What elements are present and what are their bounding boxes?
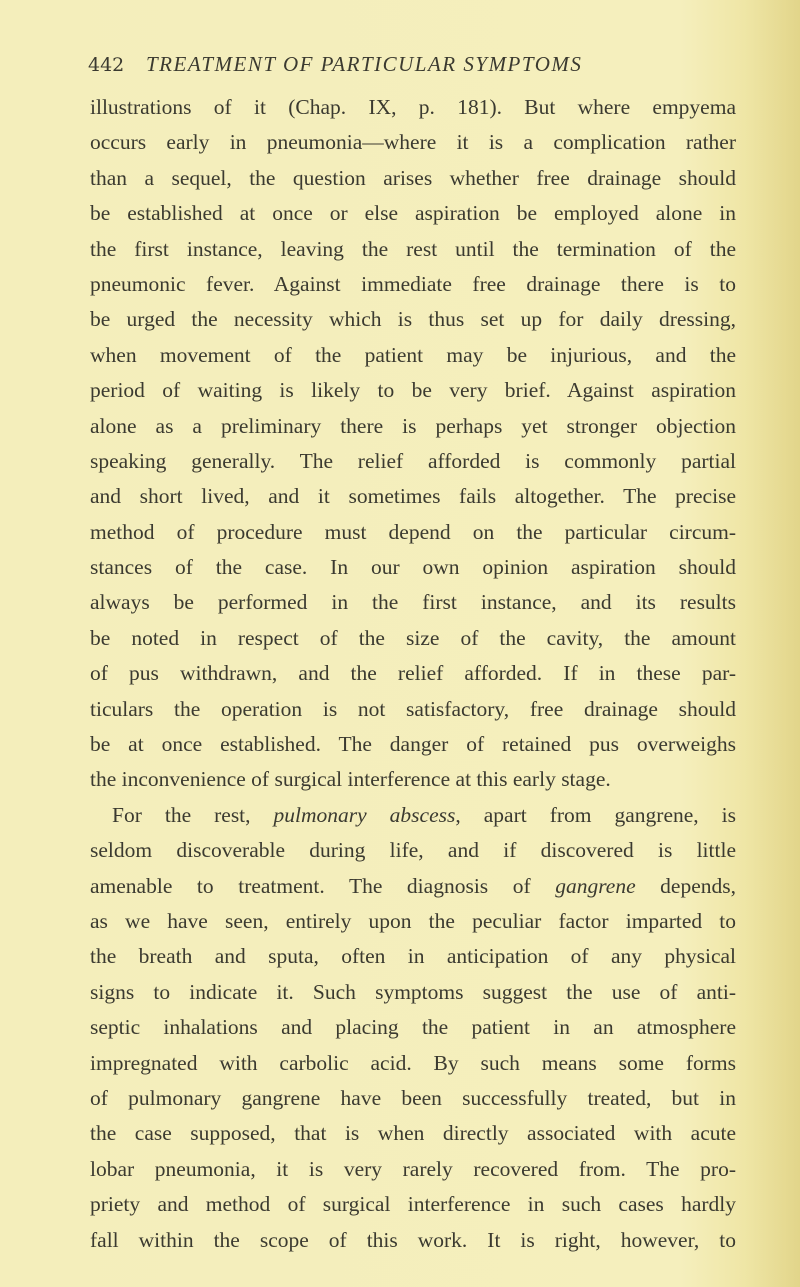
text-line xyxy=(90,409,736,444)
text-line xyxy=(90,585,736,620)
text-span: the case supposed, that is when directly associated with acute xyxy=(90,1121,736,1146)
text-span: of pulmonary gangrene have been successfully treated, but in xyxy=(90,1085,736,1110)
italic-term: gangrene xyxy=(555,873,636,898)
text-span: than a sequel, the question arises whether free drainage should xyxy=(90,165,736,190)
text-line xyxy=(90,727,736,762)
text-span: when movement of the patient may be injurious, and the xyxy=(90,342,736,367)
italic-term: pulmonary abscess xyxy=(273,802,456,827)
text-line xyxy=(90,1046,736,1081)
text-span: the inconvenience of surgical interference at this early stage. xyxy=(90,767,611,792)
text-line xyxy=(90,656,736,691)
text-span: always be performed in the first instance, and its results xyxy=(90,590,736,615)
text-line xyxy=(90,1116,736,1151)
text-line xyxy=(90,1010,736,1045)
text-span: occurs early in pneumonia—where it is a complication rather xyxy=(90,130,736,155)
text-line xyxy=(90,904,736,939)
text-line xyxy=(90,90,736,125)
text-span: signs to indicate it. Such symptoms suggest the use of anti- xyxy=(90,979,736,1004)
body-text xyxy=(90,90,736,1258)
text-line xyxy=(90,621,736,656)
text-span: and short lived, and it sometimes fails altogether. The precise xyxy=(90,484,736,509)
text-line xyxy=(90,975,736,1010)
text-line xyxy=(90,338,736,373)
text-span: septic inhalations and placing the patient in an atmosphere xyxy=(90,1015,736,1040)
text-line xyxy=(90,479,736,514)
text-line xyxy=(90,762,736,797)
text-span: impregnated with carbolic acid. By such means some forms xyxy=(90,1050,736,1075)
text-span: alone as a preliminary there is perhaps yet stronger objection xyxy=(90,413,736,438)
text-line xyxy=(90,869,736,904)
text-span: illustrations of it (Chap. IX, p. 181). But where empyema xyxy=(90,95,736,119)
text-span: be at once established. The danger of retained pus overweighs xyxy=(90,732,736,757)
text-span: pneumonic fever. Against immediate free drainage there is to xyxy=(90,271,736,296)
running-header xyxy=(88,52,748,82)
text-span: period of waiting is likely to be very brief. Against aspiration xyxy=(90,378,736,403)
page-number: 442 xyxy=(88,54,125,76)
running-title: TREATMENT OF PARTICULAR SYMPTOMS xyxy=(146,52,583,76)
text-line xyxy=(90,302,736,337)
text-line xyxy=(90,267,736,302)
text-line xyxy=(90,833,736,868)
text-span: fall within the scope of this work. It is right, however, to xyxy=(90,1227,736,1252)
text-line xyxy=(90,373,736,408)
text-span: stances of the case. In our own opinion aspiration should xyxy=(90,555,736,580)
text-span: speaking generally. The relief afforded is commonly partial xyxy=(90,448,736,473)
text-span: the breath and sputa, often in anticipation of any physical xyxy=(90,944,736,969)
text-span: method of procedure must depend on the particular circum- xyxy=(90,519,736,544)
text-line xyxy=(90,196,736,231)
text-span: , apart from gangrene, is xyxy=(455,802,736,827)
text-span: be established at once or else aspiration be employed alone in xyxy=(90,201,736,226)
text-line xyxy=(90,1152,736,1187)
text-span: For the rest, xyxy=(112,802,274,827)
text-line xyxy=(90,125,736,160)
text-line xyxy=(90,798,736,833)
text-line xyxy=(90,515,736,550)
text-line xyxy=(90,1223,736,1258)
text-line xyxy=(90,939,736,974)
text-span: of pus withdrawn, and the relief afforded. If in these par- xyxy=(90,661,736,686)
text-span: lobar pneumonia, it is very rarely recovered from. The pro- xyxy=(90,1156,736,1181)
text-span: priety and method of surgical interference in such cases hardly xyxy=(90,1192,736,1217)
text-span: as we have seen, entirely upon the peculiar factor imparted to xyxy=(90,908,736,933)
text-line xyxy=(90,1187,736,1222)
text-line xyxy=(90,232,736,267)
text-line xyxy=(90,161,736,196)
text-line xyxy=(90,1081,736,1116)
text-span: amenable to treatment. The diagnosis of xyxy=(90,873,556,898)
text-span: seldom discoverable during life, and if discovered is little xyxy=(90,838,736,863)
text-span: depends, xyxy=(635,873,736,898)
text-line xyxy=(90,692,736,727)
text-line xyxy=(90,550,736,585)
text-span: be urged the necessity which is thus set up for daily dressing, xyxy=(90,307,736,332)
text-line xyxy=(90,444,736,479)
text-span: be noted in respect of the size of the cavity, the amount xyxy=(90,625,736,650)
text-span: ticulars the operation is not satisfactory, free drainage should xyxy=(90,696,736,721)
text-span: the first instance, leaving the rest until the termination of the xyxy=(90,236,736,261)
